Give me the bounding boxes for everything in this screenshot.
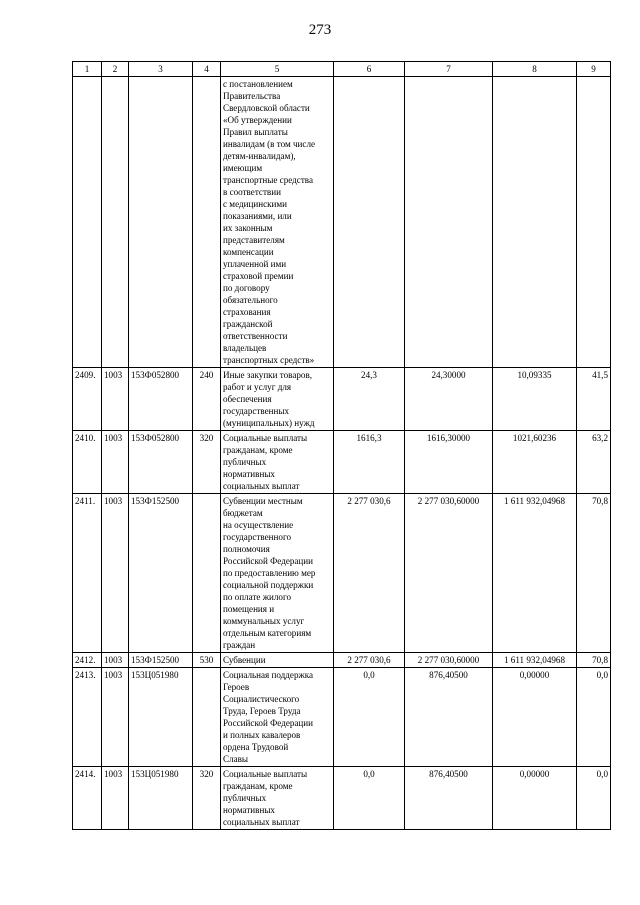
cell-empty (577, 77, 611, 368)
cell-description: Социальные выплаты гражданам, кроме публичных нормативных социальных выплат (221, 767, 334, 830)
cell-percent: 41,5 (577, 368, 611, 431)
cell-row-number: 2409. (73, 368, 102, 431)
cell-executed-amount: 0,00000 (493, 668, 577, 767)
cell-executed-amount: 1 611 932,04968 (493, 653, 577, 668)
cell-expense-type (193, 668, 221, 767)
table-row (73, 368, 611, 431)
cell-description: Субвенции (221, 653, 334, 668)
page-number: 273 (308, 22, 332, 38)
cell-empty (73, 77, 102, 368)
cell-empty (193, 77, 221, 368)
header-row (73, 62, 611, 77)
cell-row-number: 2410. (73, 431, 102, 494)
cell-plan-amount: 24,3 (334, 368, 405, 431)
cell-plan-amount: 2 277 030,6 (334, 653, 405, 668)
column-header-3: 3 (129, 62, 193, 77)
budget-table (72, 61, 611, 830)
cell-plan-amount: 0,0 (334, 668, 405, 767)
cell-row-number: 2413. (73, 668, 102, 767)
cell-description: с постановлением Правительства Свердловской области «Об утверждении Правил выплаты инвалидам (в том числе детям-инвалидам), имеющим транспортные средства в соответствии с медицинскими показаниями, или их законным представителям компенсации уплаченной ими страховой премии по договору обязательного страхования гражданской ответственности владельцев транспортных средств» (221, 77, 334, 368)
cell-adjusted-amount: 24,30000 (405, 368, 493, 431)
cell-section-code: 1003 (102, 431, 129, 494)
column-header-1: 1 (73, 62, 102, 77)
cell-executed-amount: 1 611 932,04968 (493, 494, 577, 653)
column-header-8: 8 (493, 62, 577, 77)
cell-section-code: 1003 (102, 767, 129, 830)
cell-section-code: 1003 (102, 653, 129, 668)
column-header-7: 7 (405, 62, 493, 77)
cell-section-code: 1003 (102, 668, 129, 767)
cell-plan-amount: 2 277 030,6 (334, 494, 405, 653)
cell-section-code: 1003 (102, 368, 129, 431)
cell-target-code: 153Ф052800 (129, 431, 193, 494)
cell-adjusted-amount: 1616,30000 (405, 431, 493, 494)
cell-percent: 0,0 (577, 767, 611, 830)
cell-percent: 0,0 (577, 668, 611, 767)
cell-expense-type (193, 494, 221, 653)
cell-row-number: 2411. (73, 494, 102, 653)
cell-target-code: 153Ц051980 (129, 668, 193, 767)
cell-description: Социальная поддержка Героев Социалистического Труда, Героев Труда Российской Федерации и полных кавалеров ордена Трудовой Славы (221, 668, 334, 767)
cell-target-code: 153Ф152500 (129, 653, 193, 668)
cell-description: Социальные выплаты гражданам, кроме публичных нормативных социальных выплат (221, 431, 334, 494)
cell-empty (102, 77, 129, 368)
table-row (73, 668, 611, 767)
cell-empty (493, 77, 577, 368)
cell-expense-type: 320 (193, 431, 221, 494)
cell-section-code: 1003 (102, 494, 129, 653)
cell-empty (405, 77, 493, 368)
column-header-5: 5 (221, 62, 334, 77)
cell-plan-amount: 0,0 (334, 767, 405, 830)
table-row (73, 494, 611, 653)
column-header-2: 2 (102, 62, 129, 77)
table-row (73, 767, 611, 830)
cell-adjusted-amount: 2 277 030,60000 (405, 494, 493, 653)
cell-percent: 63,2 (577, 431, 611, 494)
column-header-6: 6 (334, 62, 405, 77)
cell-executed-amount: 0,00000 (493, 767, 577, 830)
cell-plan-amount: 1616,3 (334, 431, 405, 494)
cell-empty (334, 77, 405, 368)
cell-target-code: 153Ф152500 (129, 494, 193, 653)
table-row (73, 431, 611, 494)
cell-description: Субвенции местным бюджетам на осуществление государственного полномочия Российской Федерации по предоставлению мер социальной поддержки по оплате жилого помещения и коммунальных услуг отдельным категориям граждан (221, 494, 334, 653)
cell-empty (129, 77, 193, 368)
cell-adjusted-amount: 876,40500 (405, 767, 493, 830)
cell-expense-type: 240 (193, 368, 221, 431)
cell-row-number: 2414. (73, 767, 102, 830)
cell-target-code: 153Ф052800 (129, 368, 193, 431)
cell-description: Иные закупки товаров, работ и услуг для обеспечения государственных (муниципальных) нужд (221, 368, 334, 431)
cell-adjusted-amount: 2 277 030,60000 (405, 653, 493, 668)
continuation-row (73, 77, 611, 368)
cell-adjusted-amount: 876,40500 (405, 668, 493, 767)
cell-expense-type: 530 (193, 653, 221, 668)
cell-expense-type: 320 (193, 767, 221, 830)
cell-percent: 70,8 (577, 653, 611, 668)
cell-executed-amount: 10,09335 (493, 368, 577, 431)
column-header-9: 9 (577, 62, 611, 77)
cell-row-number: 2412. (73, 653, 102, 668)
table-row (73, 653, 611, 668)
cell-target-code: 153Ц051980 (129, 767, 193, 830)
column-header-4: 4 (193, 62, 221, 77)
cell-percent: 70,8 (577, 494, 611, 653)
cell-executed-amount: 1021,60236 (493, 431, 577, 494)
